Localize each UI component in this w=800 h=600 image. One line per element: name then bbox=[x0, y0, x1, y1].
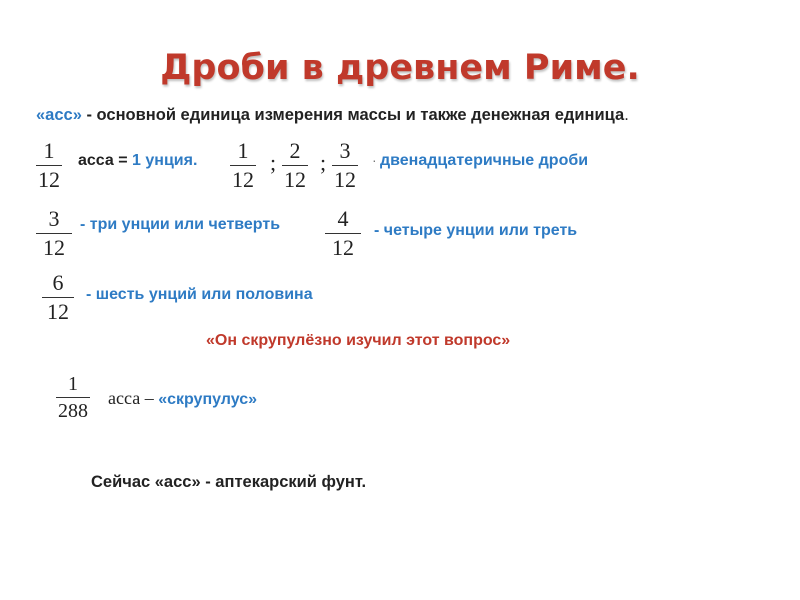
fraction-numerator: 2 bbox=[289, 138, 301, 163]
fraction-6-12-half bbox=[42, 272, 74, 323]
fraction-denominator: 12 bbox=[334, 167, 356, 193]
fraction-denominator: 12 bbox=[332, 235, 354, 261]
fraction-4-12-third bbox=[325, 208, 361, 259]
fraction-numerator: 1 bbox=[68, 373, 78, 395]
fraction-2-12 bbox=[282, 140, 308, 191]
quote-text: «Он скрупулёзно изучил этот вопрос» bbox=[206, 332, 511, 349]
slide-title: Дроби в древнем Риме. bbox=[160, 48, 640, 88]
intro-dot: . bbox=[624, 106, 629, 124]
fraction-3-12-quarter bbox=[36, 208, 72, 259]
fraction-numerator: 3 bbox=[339, 138, 351, 163]
fraction-1-12-b bbox=[230, 140, 256, 191]
separator-semicolon: ; bbox=[320, 150, 327, 175]
uncia-definition bbox=[78, 152, 197, 170]
fraction-numerator: 4 bbox=[337, 206, 349, 231]
fraction-denominator: 12 bbox=[232, 167, 254, 193]
fraction-denominator: 288 bbox=[58, 400, 88, 423]
scrupulus-term: «скрупулус» bbox=[158, 391, 258, 408]
duodecimal-label: двенадцатеричные дроби bbox=[380, 152, 589, 169]
equals-sign: = bbox=[113, 152, 133, 169]
fraction-numerator: 6 bbox=[52, 270, 64, 295]
fraction-1-288 bbox=[56, 374, 90, 421]
fraction-denominator: 12 bbox=[38, 167, 60, 193]
ass-word: асса bbox=[108, 388, 141, 408]
intro-line bbox=[36, 106, 629, 125]
half-text: - шесть унций или половина bbox=[86, 286, 313, 303]
fraction-denominator: 12 bbox=[47, 299, 69, 325]
scrupulus-definition bbox=[108, 388, 257, 409]
fraction-1-12 bbox=[36, 140, 62, 191]
third-text: - четыре унции или треть bbox=[374, 222, 578, 239]
dash: – bbox=[140, 388, 159, 408]
fraction-denominator: 12 bbox=[284, 167, 306, 193]
footer-statement: Сейчас «асс» - аптекарский фунт. bbox=[91, 473, 367, 491]
fraction-denominator: 12 bbox=[43, 235, 65, 261]
separator-semicolon: ; bbox=[270, 150, 277, 175]
dot-separator: · bbox=[372, 152, 377, 168]
one-uncia: 1 унция. bbox=[132, 152, 198, 169]
fraction-numerator: 3 bbox=[48, 206, 60, 231]
ass-word: асса bbox=[78, 152, 114, 169]
quarter-text: - три унции или четверть bbox=[80, 216, 281, 233]
fraction-numerator: 1 bbox=[237, 138, 249, 163]
fraction-numerator: 1 bbox=[43, 138, 55, 163]
fraction-3-12 bbox=[332, 140, 358, 191]
intro-text: - основной единица измерения массы и также денежная единица bbox=[81, 106, 625, 124]
ass-term: «асс» bbox=[36, 106, 82, 124]
